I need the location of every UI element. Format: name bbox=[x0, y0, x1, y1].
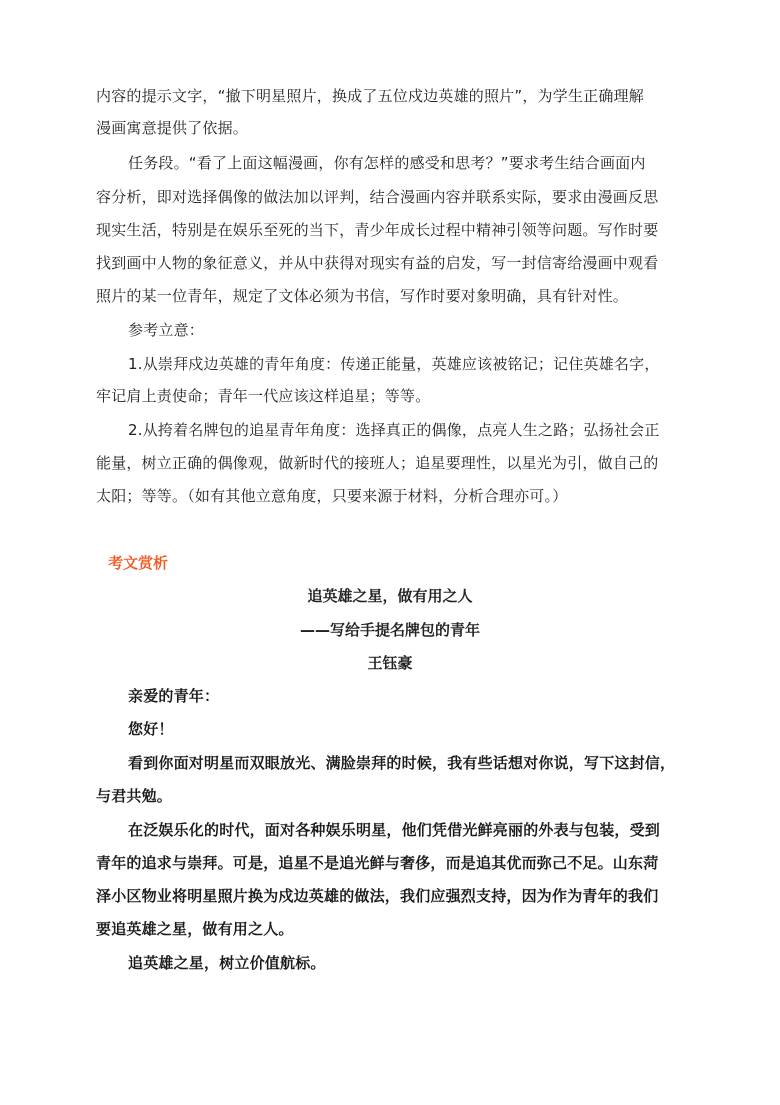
essay-paragraph-2-line-1: 在泛娱乐化的时代，面对各种娱乐明星，他们凭借光鲜亮丽的外表与包装，受到 bbox=[128, 821, 661, 839]
intro-paragraph-2-line-3: 现实生活，特别是在娱乐至死的当下，青少年成长过程中精神引领等问题。写作时要 bbox=[96, 221, 659, 239]
essay-title: 追英雄之星，做有用之人 bbox=[307, 587, 473, 605]
idea-2-line-2: 能量，树立正确的偶像观，做新时代的接班人；追星要理性，以星光为引，做自己的 bbox=[96, 454, 659, 472]
intro-paragraph-2-line-4: 找到画中人物的象征意义，并从中获得对现实有益的启发，写一封信寄给漫画中观看 bbox=[96, 254, 659, 272]
intro-paragraph-2-line-2: 容分析，即对选择偶像的做法加以评判，结合漫画内容并联系实际，要求由漫画反思 bbox=[96, 188, 659, 206]
intro-paragraph-1-line-1: 内容的提示文字，“撤下明星照片，换成了五位戍边英雄的照片”，为学生正确理解 bbox=[96, 87, 644, 105]
intro-paragraph-2-line-5: 照片的某一位青年，规定了文体必须为书信，写作时要对象明确，具有针对性。 bbox=[96, 287, 629, 305]
essay-paragraph-1-line-2: 与君共勉。 bbox=[96, 787, 173, 805]
section-label: 考文赏析 bbox=[108, 554, 169, 572]
letter-greeting: 亲爱的青年： bbox=[128, 687, 220, 705]
essay-paragraph-1-line-1: 看到你面对明星而双眼放光、满脸崇拜的时候，我有些话想对你说，写下这封信， bbox=[128, 754, 676, 772]
reference-ideas-heading: 参考立意： bbox=[128, 321, 205, 339]
idea-2-line-1: 2.从挎着名牌包的追星青年角度：选择真正的偶像，点亮人生之路；弘扬社会正 bbox=[128, 421, 660, 439]
essay-paragraph-2-line-4: 要追英雄之星，做有用之人。 bbox=[96, 920, 294, 938]
essay-author: 王钰豪 bbox=[367, 654, 413, 672]
idea-1-line-2: 牢记肩上责使命；青年一代应该这样追星；等等。 bbox=[96, 387, 431, 405]
essay-subtitle: ——写给手提名牌包的青年 bbox=[299, 621, 480, 639]
intro-paragraph-1-line-2: 漫画寓意提供了依据。 bbox=[96, 119, 249, 137]
essay-paragraph-3: 追英雄之星，树立价值航标。 bbox=[128, 954, 326, 972]
idea-1-line-1: 1.从崇拜戍边英雄的青年角度：传递正能量，英雄应该被铭记；记住英雄名字， bbox=[128, 355, 660, 373]
idea-2-line-3: 太阳；等等。（如有其他立意角度，只要来源于材料，分析合理亦可。） bbox=[96, 487, 568, 505]
essay-paragraph-2-line-2: 青年的追求与崇拜。可是，追星不是追光鲜与奢侈，而是追其优而弥己不足。山东菏 bbox=[96, 854, 659, 872]
letter-hello: 您好！ bbox=[128, 720, 174, 738]
essay-paragraph-2-line-3: 泽小区物业将明星照片换为戍边英雄的做法，我们应强烈支持，因为作为青年的我们 bbox=[96, 887, 659, 905]
intro-paragraph-2-line-1: 任务段。“看了上面这幅漫画，你有怎样的感受和思考？”要求考生结合画面内 bbox=[128, 154, 646, 172]
